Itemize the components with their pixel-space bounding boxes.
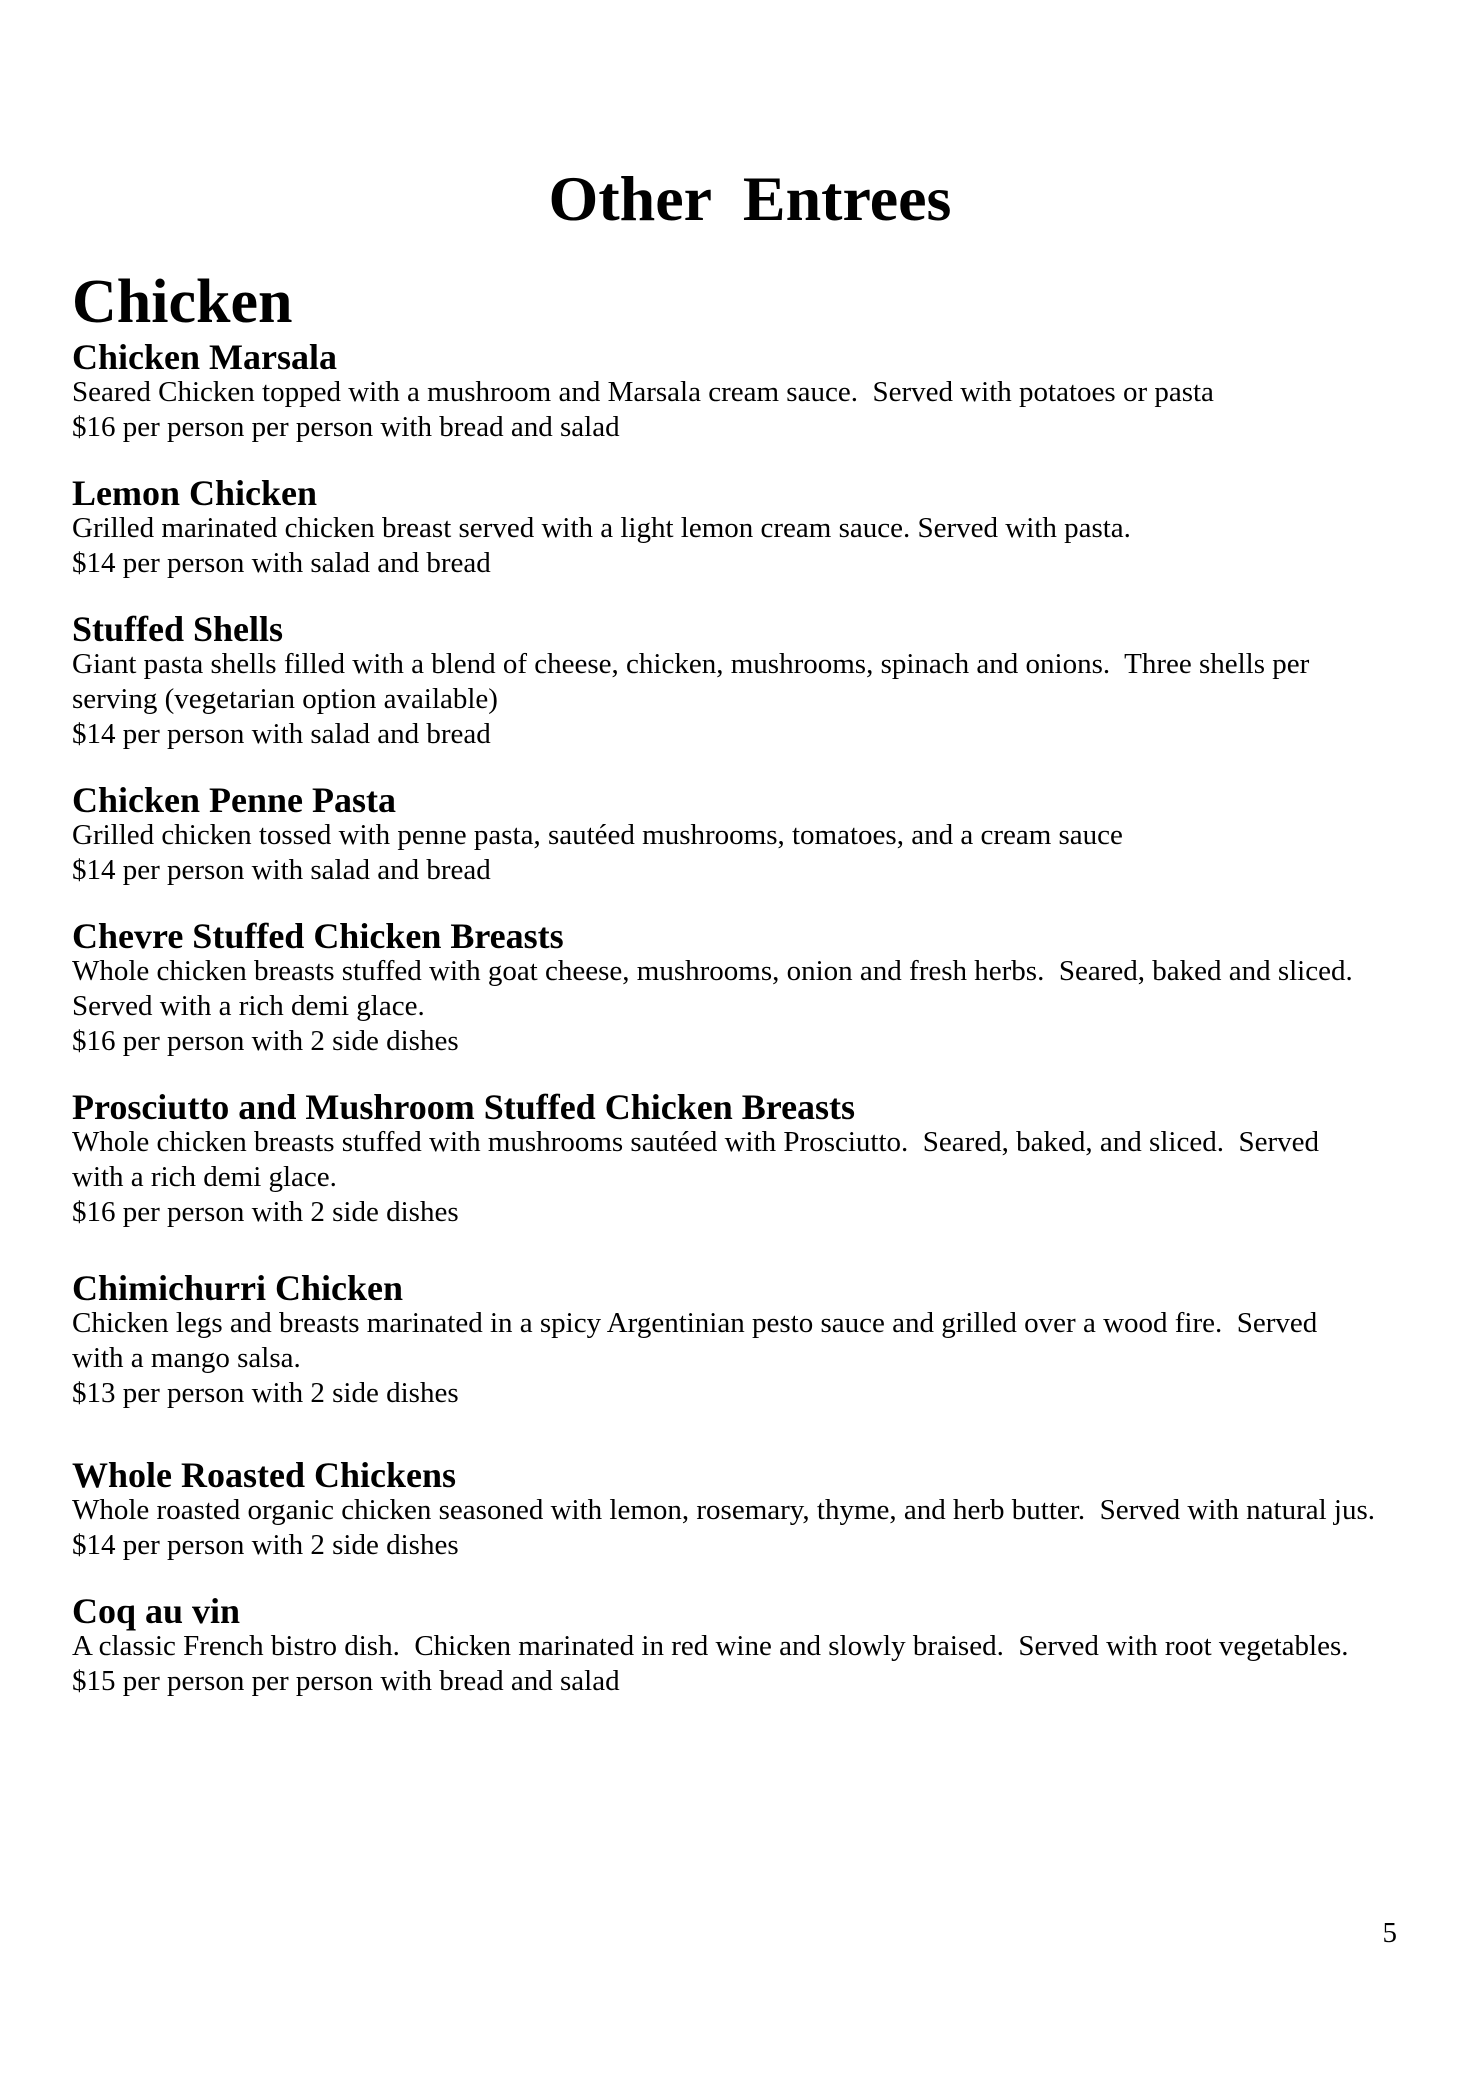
dish-price-line: $16 per person per person with bread and salad <box>72 411 620 443</box>
dish-name: Prosciutto and Mushroom Stuffed Chicken Breasts <box>72 1087 856 1127</box>
menu-item-chicken-penne-pasta <box>72 782 1428 888</box>
dish-price-line: $16 per person with 2 side dishes <box>72 1196 459 1228</box>
section-heading-chicken: Chicken <box>72 268 293 336</box>
dish-name: Coq au vin <box>72 1591 241 1631</box>
dish-price-line: $14 per person with salad and bread <box>72 547 491 579</box>
dish-name: Chicken Marsala <box>72 337 337 377</box>
menu-item-lemon-chicken <box>72 475 1428 581</box>
dish-description-line: Giant pasta shells filled with a blend of cheese, chicken, mushrooms, spinach and onions. Three shells per <box>72 648 1310 680</box>
dish-name: Stuffed Shells <box>72 609 284 649</box>
dish-description-line: Grilled marinated chicken breast served with a light lemon cream sauce. Served with pasta. <box>72 512 1131 544</box>
dish-price-line: $14 per person with salad and bread <box>72 718 491 750</box>
menu-item-chimichurri-chicken <box>72 1270 1428 1411</box>
dish-price-line: $16 per person with 2 side dishes <box>72 1025 459 1057</box>
dish-description-line: Chicken legs and breasts marinated in a spicy Argentinian pesto sauce and grilled over a wood fire. Served <box>72 1307 1318 1339</box>
dish-description-line: Seared Chicken topped with a mushroom and Marsala cream sauce. Served with potatoes or pasta <box>72 376 1214 408</box>
dish-description-line: A classic French bistro dish. Chicken marinated in red wine and slowly braised. Served with root vegetables. <box>72 1630 1349 1662</box>
menu-item-prosciutto-mushroom-stuffed-chicken-breasts <box>72 1089 1428 1230</box>
dish-price-line: $14 per person with salad and bread <box>72 854 491 886</box>
dish-description-line: with a rich demi glace. <box>72 1161 337 1193</box>
dish-description-line: Served with a rich demi glace. <box>72 990 425 1022</box>
dish-name: Chevre Stuffed Chicken Breasts <box>72 916 564 956</box>
dish-price-line: $14 per person with 2 side dishes <box>72 1529 459 1561</box>
dish-price-line: $15 per person per person with bread and salad <box>72 1665 620 1697</box>
dish-description-line: Grilled chicken tossed with penne pasta, sautéed mushrooms, tomatoes, and a cream sauce <box>72 819 1123 851</box>
dish-name: Lemon Chicken <box>72 473 318 513</box>
menu-item-coq-au-vin <box>72 1593 1428 1699</box>
dish-name: Chimichurri Chicken <box>72 1268 404 1308</box>
dish-description-line: Whole roasted organic chicken seasoned with lemon, rosemary, thyme, and herb butter. Served with natural jus. <box>72 1494 1376 1526</box>
dish-description-line: Whole chicken breasts stuffed with goat cheese, mushrooms, onion and fresh herbs. Seared, baked and sliced. <box>72 955 1353 987</box>
dish-price-line: $13 per person with 2 side dishes <box>72 1377 459 1409</box>
dish-description-line: Whole chicken breasts stuffed with mushrooms sautéed with Prosciutto. Seared, baked, and sliced. Served <box>72 1126 1319 1158</box>
menu-item-whole-roasted-chickens <box>72 1457 1428 1563</box>
dish-description-line: serving (vegetarian option available) <box>72 683 498 715</box>
menu-item-stuffed-shells <box>72 611 1428 752</box>
dish-name: Chicken Penne Pasta <box>72 780 396 820</box>
dish-description-line: with a mango salsa. <box>72 1342 301 1374</box>
page-number: 5 <box>1382 1917 1397 1949</box>
menu-item-chevre-stuffed-chicken-breasts <box>72 918 1428 1059</box>
dish-name: Whole Roasted Chickens <box>72 1455 457 1495</box>
menu-item-chicken-marsala <box>72 339 1428 445</box>
page-title: Other Entrees <box>548 163 952 234</box>
menu-page <box>0 163 1484 1699</box>
